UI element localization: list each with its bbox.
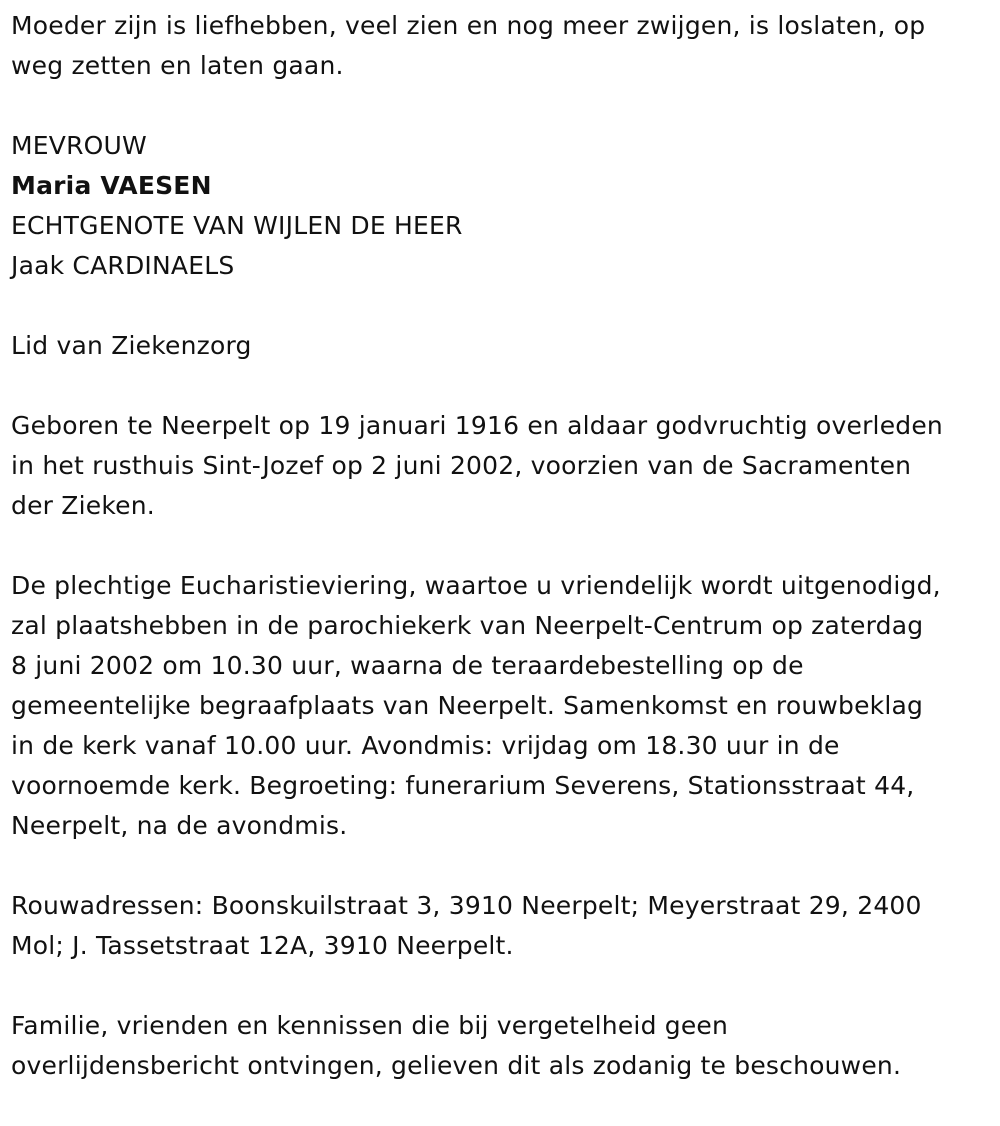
membership: Lid van Ziekenzorg [11,331,252,360]
spouse-label: ECHTGENOTE VAN WIJLEN DE HEER [11,211,463,240]
spouse-name: Jaak CARDINAELS [11,251,235,280]
birth-death-paragraph: Geboren te Neerpelt op 19 januari 1916 en aldaar godvruchtig overleden in het rusthuis Sint-Jozef op 2 juni 2002, voorzien van de Sacramenten der Zieken. [11,411,943,520]
addresses-paragraph: Rouwadressen: Boonskuilstraat 3, 3910 Neerpelt; Meyerstraat 29, 2400 Mol; J. Tassetstraat 12A, 3910 Neerpelt. [11,891,922,960]
deceased-name: Maria VAESEN [11,171,212,200]
honorific: MEVROUW [11,131,147,160]
service-paragraph: De plechtige Eucharistieviering, waartoe u vriendelijk wordt uitgenodigd, zal plaatshebben in de parochiekerk van Neerpelt-Centrum op zaterdag 8 juni 2002 om 10.30 uur, waarna de teraardebestelling op de gemeentelijke begraafplaats van Neerpelt. Samenkomst en rouwbeklag in de kerk vanaf 10.00 uur. Avondmis: vrijdag om 18.30 uur in de voornoemde kerk. Begroeting: funerarium Severens, Stationsstraat 44, Neerpelt, na de avondmis. [11,571,941,840]
closing-notice: Familie, vrienden en kennissen die bij vergetelheid geen overlijdensbericht ontvingen, gelieven dit als zodanig te beschouwen. [11,1011,902,1080]
opening-quote: Moeder zijn is liefhebben, veel zien en nog meer zwijgen, is loslaten, op weg zetten en laten gaan. [11,11,926,80]
